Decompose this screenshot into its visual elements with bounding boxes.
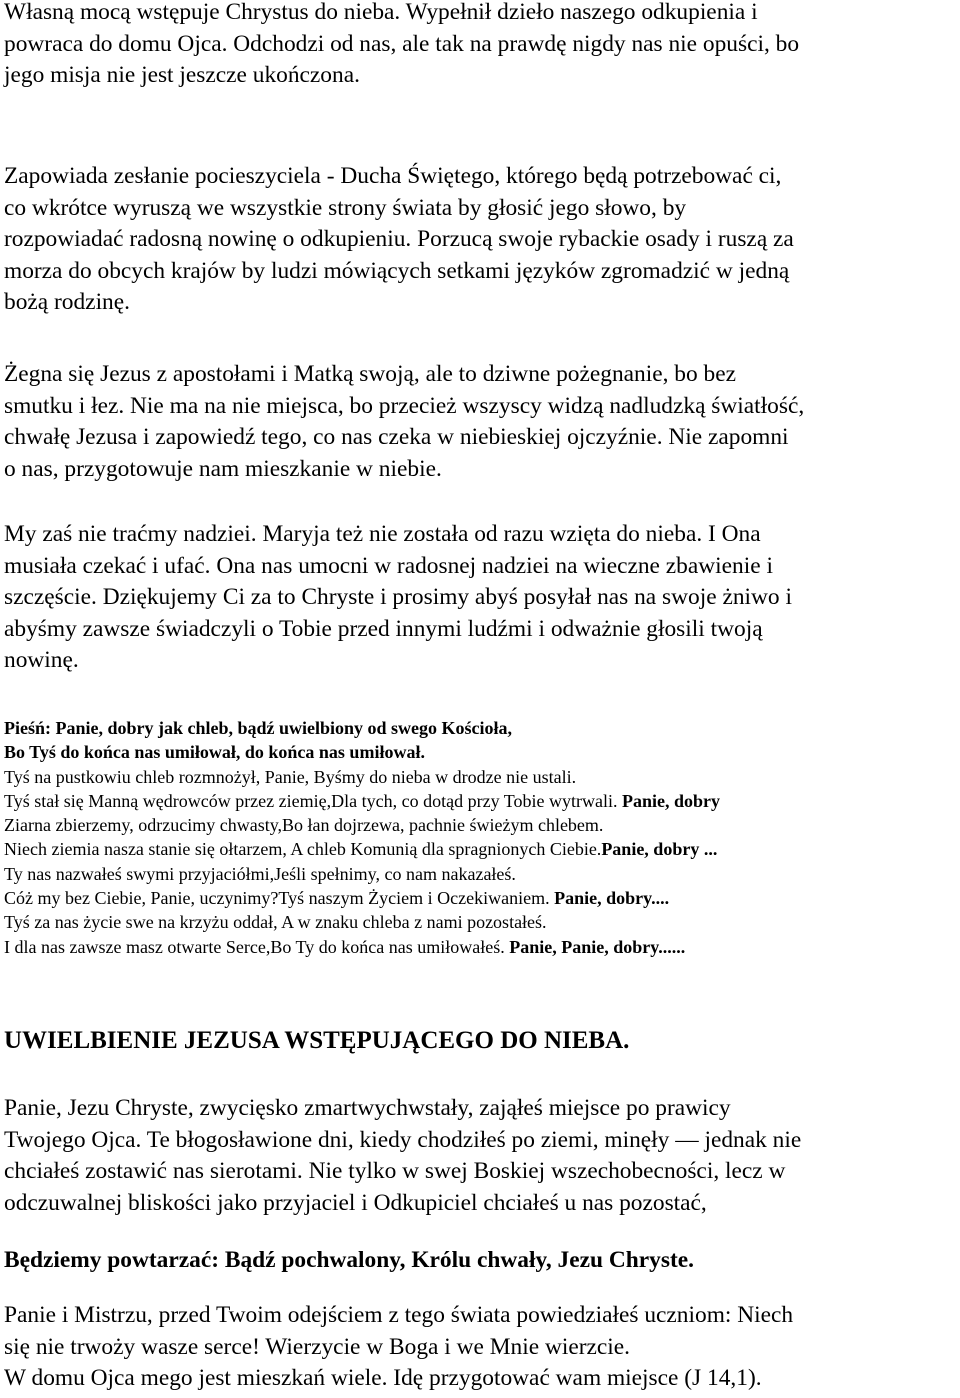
verse-text: Tyś stał się Manną wędrowców przez ziemię,Dla tych, co dotąd przy Tobie wytrwali. xyxy=(4,790,622,811)
verse-text: I dla nas zawsze masz otwarte Serce,Bo Ty do końca nas umiłowałeś. xyxy=(4,936,510,957)
prayer-paragraph-master xyxy=(4,1300,793,1395)
text-line: morza do obcych krajów by ludzi mówiących setkami języków zgromadzić w jedną xyxy=(4,257,790,284)
text-line: smutku i łez. Nie ma na nie miejsca, bo przecież wszyscy widzą nadludzką światłość, xyxy=(4,392,805,419)
song-verse-line xyxy=(4,837,720,861)
prayer-refrain: Będziemy powtarzać: Bądź pochwalony, Królu chwały, Jezu Chryste. xyxy=(4,1247,694,1273)
text-line: się nie trwoży wasze serce! Wierzycie w Boga i we Mnie wierzcie. xyxy=(4,1333,630,1360)
verse-text: Tyś na pustkowiu chleb rozmnożył, Panie, Byśmy do nieba w drodze nie ustali. xyxy=(4,766,577,787)
text-line: Żegna się Jezus z apostołami i Matką swoją, ale to dziwne pożegnanie, bo bez xyxy=(4,361,737,387)
verse-refrain: Panie, dobry xyxy=(621,790,720,811)
text-line: szczęście. Dziękujemy Ci za to Chryste i prosimy abyś posyłał nas na swoje żniwo i xyxy=(4,584,792,611)
text-line: chciałeś zostawić nas sierotami. Nie tylko w swej Boskiej wszechobecności, lecz w xyxy=(4,1158,786,1185)
song-verse-line xyxy=(4,789,720,813)
text-line: jego misja nie jest jeszcze ukończona. xyxy=(4,62,360,89)
text-line: rozpowiadać radosną nowinę o odkupieniu. Porzucą swoje rybackie osady i ruszą za xyxy=(4,226,794,253)
song-verse-line xyxy=(4,862,720,886)
song-verse-line xyxy=(4,910,720,934)
verse-text: Ty nas nazwałeś swymi przyjaciółmi,Jeśli spełnimy, co nam nakazałeś. xyxy=(4,863,516,884)
text-line: W domu Ojca mego jest mieszkań wiele. Idę przygotować wam miejsce (J 14,1). xyxy=(4,1365,762,1392)
text-line: Panie, Jezu Chryste, zwycięsko zmartwychwstały, zająłeś miejsce po prawicy xyxy=(4,1095,731,1121)
paragraph-hope xyxy=(4,519,792,677)
text-line: bożą rodzinę. xyxy=(4,289,130,316)
paragraph-farewell xyxy=(4,359,804,485)
paragraph-ascension-intro xyxy=(4,0,799,92)
verse-text: Tyś za nas życie swe na krzyżu oddał, A w znaku chleba z nami pozostałeś. xyxy=(4,912,547,933)
verse-refrain: Panie, Panie, dobry...... xyxy=(509,936,686,957)
song-verse-line xyxy=(4,935,720,959)
verse-refrain: Panie, dobry ... xyxy=(601,839,718,860)
text-line: nowinę. xyxy=(4,647,79,674)
text-line: odczuwalnej bliskości jako przyjaciel i Odkupiciel chciałeś u nas pozostać, xyxy=(4,1189,707,1216)
song-title-second-line: Bo Tyś do końca nas umiłował, do końca nas umiłował. xyxy=(4,742,425,763)
song-verse-line xyxy=(4,765,720,789)
verse-text: Ziarna zbierzemy, odrzucimy chwasty,Bo łan dojrzewa, pachnie świeżym chlebem. xyxy=(4,815,604,836)
text-line: musiała czekać i ufać. Ona nas umocni w radosnej nadziei na wieczne zbawienie i xyxy=(4,552,773,579)
song-title: Pieśń: Panie, dobry jak chleb, bądź uwielbiony od swego Kościoła, xyxy=(4,718,513,738)
song-verse-line xyxy=(4,886,720,910)
song-block xyxy=(4,716,720,959)
text-line: o nas, przygotowuje nam mieszkanie w niebie. xyxy=(4,455,442,482)
prayer-paragraph xyxy=(4,1093,801,1219)
paragraph-holy-spirit xyxy=(4,161,794,319)
section-heading: UWIELBIENIE JEZUSA WSTĘPUJĄCEGO DO NIEBA. xyxy=(4,1027,630,1054)
song-verse-line xyxy=(4,813,720,837)
text-line: My zaś nie traćmy nadziei. Maryja też nie została od razu wzięta do nieba. I Ona xyxy=(4,521,761,547)
text-line: co wkrótce wyruszą we wszystkie strony świata by głosić jego słowo, by xyxy=(4,194,687,221)
text-line: abyśmy zawsze świadczyli o Tobie przed innymi ludźmi i odważnie głosili twoją xyxy=(4,615,763,642)
text-line: Twojego Ojca. Te błogosławione dni, kiedy chodziłeś po ziemi, minęły — jednak nie xyxy=(4,1126,802,1153)
verse-text: Cóż my bez Ciebie, Panie, uczynimy?Tyś naszym Życiem i Oczekiwaniem. xyxy=(4,888,555,909)
verse-text: Niech ziemia nasza stanie się ołtarzem, A chleb Komunią dla spragnionych Ciebie. xyxy=(4,839,602,860)
text-line: Panie i Mistrzu, przed Twoim odejściem z tego świata powiedziałeś uczniom: Niech xyxy=(4,1302,794,1328)
verse-refrain: Panie, dobry.... xyxy=(554,888,670,909)
text-line: powraca do domu Ojca. Odchodzi od nas, ale tak na prawdę nigdy nas nie opuści, bo xyxy=(4,30,800,57)
text-line: Zapowiada zesłanie pocieszyciela - Ducha Świętego, którego będą potrzebować ci, xyxy=(4,163,782,189)
text-line: Własną mocą wstępuje Chrystus do nieba. Wypełnił dzieło naszego odkupienia i xyxy=(4,0,758,25)
text-line: chwałę Jezusa i zapowiedź tego, co nas czeka w niebieskiej ojczyźnie. Nie zapomni xyxy=(4,424,789,451)
